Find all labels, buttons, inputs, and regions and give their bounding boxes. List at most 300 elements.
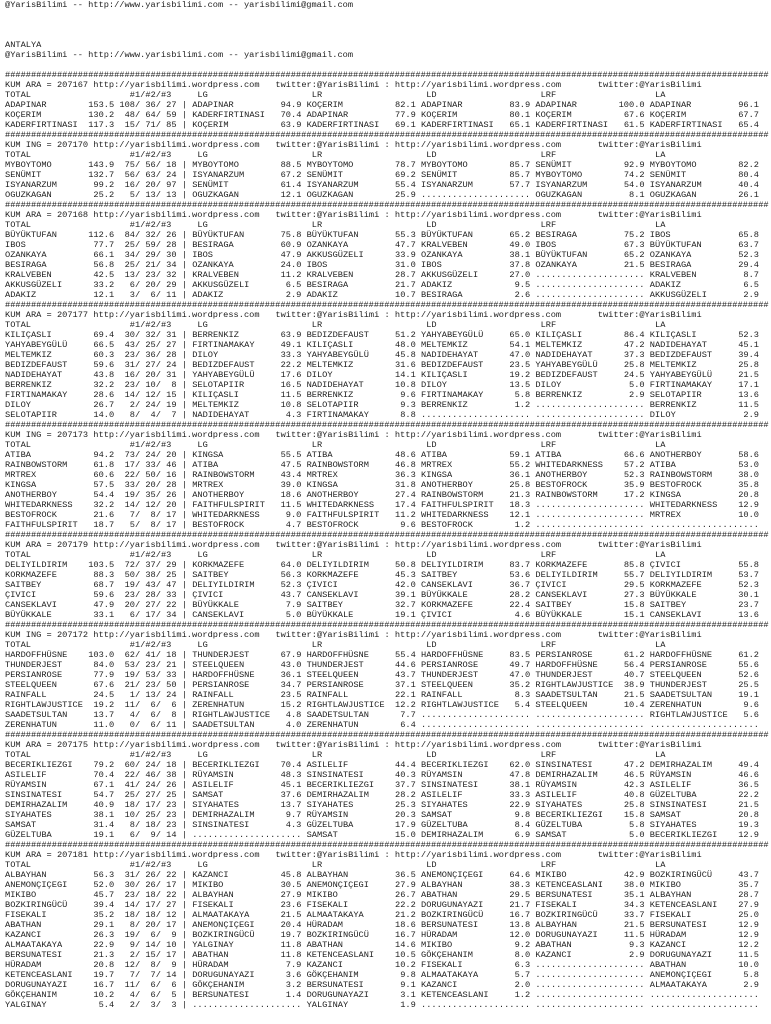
place-counts: 2/ 3/ 3 [119, 1000, 177, 1010]
la-name: OGUZKAGAN [649, 190, 697, 200]
ld-name: ISYANARZUM [421, 180, 473, 190]
la-empty: ..................... [649, 720, 759, 730]
ld-value: 8.4 [514, 820, 531, 830]
ld-name: BERRENKIZ [421, 400, 468, 410]
lr-name: KILIÇASLI [306, 340, 354, 350]
lr-value: 78.7 [395, 160, 416, 170]
la-value: 61.2 [738, 650, 759, 660]
lrf-value: 2.9 [629, 390, 645, 400]
horse-name: ANEMONÇIÇEGI [5, 880, 68, 890]
ld-value: 83.7 [509, 560, 531, 570]
la-name: ALMAATAKAYA [649, 980, 707, 990]
lrf-name: BERRENKIZ [535, 390, 583, 400]
divider: | [181, 830, 187, 840]
la-name: BEDIZDEFAUST [649, 350, 713, 360]
lrf-name: BECERIKLIEZGI [535, 810, 603, 820]
separator-line [5, 530, 769, 540]
col-lrf: LRF [540, 860, 557, 870]
lg-value: 49.1 [280, 340, 302, 350]
lg-value: 7.9 [285, 960, 302, 970]
ld-value: 18.3 [509, 500, 531, 510]
horse-row [5, 600, 765, 610]
la-name: ISYANARZUM [649, 180, 702, 190]
ld-name: OZANKAYA [421, 250, 463, 260]
ld-name: ADAKIZ [421, 280, 453, 290]
column-header-row [5, 440, 765, 450]
place-counts: 11/ 6/ 6 [119, 700, 177, 710]
ld-value: 27.0 [509, 270, 531, 280]
col-total: TOTAL [5, 150, 31, 160]
lrf-value: 46.5 [623, 770, 645, 780]
lr-name: CANSEKLAVI [306, 590, 359, 600]
horse-row [5, 390, 765, 400]
lr-name: ZERENHATUN [306, 720, 359, 730]
horse-name: ALBAYHAN [5, 870, 47, 880]
lrf-value: 85.8 [623, 560, 645, 570]
lrf-name: IBOS [535, 240, 557, 250]
lr-name: GÜZELTUBA [306, 820, 354, 830]
horse-row [5, 470, 765, 480]
lrf-value: 38.9 [623, 680, 645, 690]
lg-value: 43.4 [280, 470, 302, 480]
ld-value: 13.5 [509, 380, 531, 390]
horse-row [5, 960, 765, 970]
lg-name: HARDOFFHÜSNE [192, 670, 255, 680]
divider: | [181, 230, 187, 240]
col-lrf: LRF [540, 150, 557, 160]
race-header-line [5, 310, 765, 320]
la-name: STEELQUEEN [649, 670, 702, 680]
lrf-value: 61.2 [623, 650, 645, 660]
lg-name: SENÜMIT [192, 180, 229, 190]
col-lrf: LRF [540, 90, 557, 100]
place-counts: 10/ 25/ 23 [119, 810, 177, 820]
col-places: #1/#2/#3 [129, 440, 172, 450]
horse-row [5, 900, 765, 910]
lg-name: BECERIKLIEZGI [192, 760, 260, 770]
ld-name: IBOS [421, 260, 442, 270]
ld-value: 1.2 [514, 990, 531, 1000]
lg-value: 43.7 [280, 590, 302, 600]
horse-row [5, 800, 765, 810]
total-score: 143.9 [88, 160, 115, 170]
lrf-name: ISYANARZUM [535, 180, 588, 190]
la-name: ASILELIF [649, 780, 692, 790]
la-name: KORKMAZEFE [649, 580, 702, 590]
horse-name: MYBOYTOMO [5, 160, 52, 170]
horse-row [5, 100, 765, 110]
race-id: KUM ING = 207172 http://yarisbilimi.wordpress.com [5, 630, 260, 640]
horse-row [5, 870, 765, 880]
lg-value: 47.9 [280, 250, 302, 260]
total-score: 32.2 [93, 380, 115, 390]
lr-value: 17.9 [395, 820, 416, 830]
horse-row [5, 260, 765, 270]
horse-row [5, 790, 765, 800]
race-id: KUM ARA = 207179 http://yarisbilimi.wordpress.com [5, 540, 260, 550]
col-lrf: LRF [540, 440, 557, 450]
lr-value: 19.1 [395, 610, 416, 620]
ld-name: DORUGUNAYAZI [421, 900, 484, 910]
lr-name: BERSUNATESI [306, 980, 364, 990]
lg-name: BOZKIRINGÜCÜ [192, 930, 255, 940]
divider: | [181, 370, 187, 380]
lrf-name: RÜYAMSIN [535, 780, 577, 790]
horse-name: ISYANARZUM [5, 180, 57, 190]
place-counts: 9/ 14/ 10 [119, 940, 177, 950]
total-score: 26.3 [93, 930, 115, 940]
lr-name: MYBOYTOMO [306, 160, 354, 170]
race-header-line [5, 630, 765, 640]
horse-name: ÇIVICI [5, 590, 37, 600]
lrf-value: 21.5 [623, 920, 645, 930]
place-counts: 21/ 23/ 50 [119, 680, 177, 690]
divider: | [181, 280, 187, 290]
divider: | [181, 510, 187, 520]
la-value: 20.8 [738, 810, 759, 820]
divider: | [181, 380, 187, 390]
lr-name: YAHYABEYGÜLÜ [306, 350, 369, 360]
lrf-name: MYBOYTOMO [535, 170, 583, 180]
lg-value: 45.1 [280, 780, 302, 790]
lg-name: YALGINAY [192, 940, 234, 950]
lr-name: KAZANCI [306, 960, 343, 970]
place-counts: 1/ 13/ 24 [119, 690, 177, 700]
col-places: #1/#2/#3 [129, 150, 172, 160]
total-score: 59.6 [93, 360, 115, 370]
race-header-line [5, 210, 765, 220]
la-name: DELIYILDIRIM [649, 570, 713, 580]
col-lg: LG [197, 320, 208, 330]
banner-twitter: twitter:@YarisBilimi [597, 630, 702, 640]
lr-value: 42.0 [395, 580, 416, 590]
horse-name: RIGHTLAWJUSTICE [5, 700, 83, 710]
place-counts: 31/ 26/ 22 [119, 870, 177, 880]
horse-name: BESIRAGA [5, 260, 47, 270]
la-value: 55.6 [738, 660, 759, 670]
banner-mid: twitter:@YarisBilimi : http://yarisbilimi.wordpress.com [275, 210, 562, 220]
lg-name: ÇIVICI [192, 590, 224, 600]
lr-name: ALBAYHAN [306, 870, 349, 880]
lrf-name: STEELQUEEN [535, 700, 588, 710]
lrf-value: 27.3 [623, 590, 645, 600]
lg-value: 75.8 [280, 230, 302, 240]
lg-value: 33.3 [280, 350, 302, 360]
ld-value: 9.5 [514, 280, 531, 290]
horse-name: MRTREX [5, 470, 37, 480]
lg-value: 22.2 [280, 360, 302, 370]
horse-row [5, 120, 765, 130]
divider: | [181, 330, 187, 340]
lrf-empty: ..................... [535, 960, 645, 970]
lr-value: 31.6 [395, 360, 416, 370]
la-value: 53.0 [738, 460, 759, 470]
divider: | [181, 810, 187, 820]
lrf-name: BOZKIRINGÜCÜ [535, 910, 598, 920]
divider: | [181, 800, 187, 810]
horse-row [5, 340, 765, 350]
la-value: 12.2 [738, 940, 759, 950]
lg-empty: ..................... [192, 1000, 302, 1010]
lrf-value: 15.8 [623, 600, 645, 610]
ld-value: 57.7 [509, 180, 531, 190]
ld-value: 59.1 [509, 450, 531, 460]
horse-name: AKKUSGÜZELI [5, 280, 63, 290]
lrf-value: 25.8 [623, 800, 645, 810]
lrf-empty: ..................... [535, 280, 645, 290]
contact-line-2: @YarisBilimi -- http://www.yarisbilimi.com -- yarisbilimi@gmail.com [5, 50, 354, 60]
horse-name: KADERFIRTINASI [5, 120, 78, 130]
lrf-value: 9.3 [629, 940, 645, 950]
horse-row [5, 460, 765, 470]
lg-name: FAITHFULSPIRIT [192, 500, 265, 510]
place-counts: 14/ 12/ 20 [119, 500, 177, 510]
horse-name: MIKIBO [5, 890, 37, 900]
place-counts: 6/ 17/ 34 [119, 610, 177, 620]
total-score: 54.7 [93, 790, 115, 800]
lr-value: 69.2 [395, 170, 416, 180]
la-value: 12.9 [738, 920, 759, 930]
col-lg: LG [197, 860, 208, 870]
horse-name: ADAPINAR [5, 100, 47, 110]
divider: | [181, 670, 187, 680]
race-id: KUM ARA = 207181 http://yarisbilimi.wordpress.com [5, 850, 260, 860]
lr-value: 27.4 [395, 490, 416, 500]
lrf-empty: ..................... [535, 970, 645, 980]
lrf-value: 24.5 [623, 370, 645, 380]
horse-name: KILIÇASLI [5, 330, 52, 340]
place-counts: 48/ 64/ 59 [119, 110, 177, 120]
la-name: ANOTHERBOY [649, 450, 702, 460]
col-places: #1/#2/#3 [129, 750, 172, 760]
lrf-name: WHITEDARKNESS [535, 460, 603, 470]
lr-value: 27.9 [395, 880, 416, 890]
total-score: 35.2 [93, 910, 115, 920]
place-counts: 6/ 9/ 14 [119, 830, 177, 840]
lr-name: OZANKAYA [306, 240, 349, 250]
lr-value: 48.6 [395, 450, 416, 460]
total-score: 38.1 [93, 810, 115, 820]
ld-value: 55.2 [509, 460, 531, 470]
lrf-value: 5.8 [629, 820, 645, 830]
separator-line [5, 420, 769, 430]
lg-name: BERSUNATESI [192, 990, 250, 1000]
lg-name: RAINBOWSTORM [192, 470, 255, 480]
col-places: #1/#2/#3 [129, 320, 172, 330]
lg-name: SINSINATESI [192, 820, 250, 830]
lr-value: 36.5 [395, 870, 416, 880]
ld-value: 36.1 [509, 470, 531, 480]
lr-name: DORUGUNAYAZI [306, 990, 369, 1000]
ld-value: 2.6 [514, 290, 531, 300]
total-score: 60.6 [93, 470, 115, 480]
ld-value: 37.8 [509, 260, 531, 270]
horse-name: OZANKAYA [5, 250, 47, 260]
lg-name: WHITEDARKNESS [192, 510, 260, 520]
lg-name: SAMSAT [192, 790, 224, 800]
lg-value: 27.9 [280, 890, 302, 900]
la-name: HARDOFFHÜSNE [649, 650, 713, 660]
lg-value: 67.2 [280, 170, 302, 180]
la-name: KADERFIRTINASI [649, 120, 723, 130]
ld-value: 53.6 [509, 570, 531, 580]
lr-name: WHITEDARKNESS [306, 500, 375, 510]
horse-row [5, 680, 765, 690]
ld-value: 12.0 [509, 930, 531, 940]
horse-name: KAZANCI [5, 930, 42, 940]
la-value: 52.3 [738, 580, 759, 590]
lr-name: KRALVEBEN [306, 270, 354, 280]
lr-value: 55.4 [395, 650, 416, 660]
la-name: RÜYAMSIN [649, 770, 692, 780]
la-name: OZANKAYA [649, 250, 692, 260]
lg-value: 12.1 [280, 190, 302, 200]
horse-row [5, 570, 765, 580]
lr-value: 44.6 [395, 660, 416, 670]
col-total: TOTAL [5, 550, 31, 560]
lg-name: YAHYABEYGÜLÜ [192, 370, 255, 380]
col-total: TOTAL [5, 640, 31, 650]
lrf-name: MELTEMKIZ [535, 340, 583, 350]
lg-value: 11.8 [280, 950, 302, 960]
ld-value: 5.4 [514, 700, 531, 710]
horse-row [5, 450, 765, 460]
divider: | [181, 500, 187, 510]
hash-separator: ################################################################################################################################################### [5, 70, 769, 80]
ld-name: KINGSA [421, 470, 453, 480]
lrf-empty: ..................... [535, 410, 645, 420]
separator-line [5, 620, 769, 630]
lg-value: 3.6 [285, 970, 302, 980]
divider: | [181, 470, 187, 480]
place-counts: 19/ 6/ 9 [119, 930, 177, 940]
separator-line [5, 130, 769, 140]
total-score: 61.8 [93, 460, 115, 470]
place-counts: 53/ 23/ 21 [119, 660, 177, 670]
ld-value: 22.4 [509, 600, 531, 610]
place-counts: 16/ 20/ 97 [119, 180, 177, 190]
la-value: 52.6 [738, 670, 759, 680]
lrf-value: 61.5 [623, 120, 645, 130]
la-value: 65.4 [738, 120, 759, 130]
lg-name: ADAPINAR [192, 100, 234, 110]
column-header-row [5, 220, 765, 230]
lr-name: GÖKÇEHANIM [306, 970, 359, 980]
lr-value: 14.6 [395, 940, 416, 950]
horse-name: ABATHAN [5, 920, 42, 930]
lg-name: THUNDERJEST [192, 650, 250, 660]
banner-mid: twitter:@YarisBilimi : http://yarisbilimi.wordpress.com [275, 630, 562, 640]
lg-value: 63.9 [280, 330, 302, 340]
lg-value: 9.0 [285, 510, 302, 520]
total-score: 20.8 [93, 960, 115, 970]
horse-row [5, 410, 765, 420]
place-counts: 23/ 36/ 28 [119, 350, 177, 360]
lg-value: 52.3 [280, 580, 302, 590]
col-lr: LR [311, 750, 323, 760]
horse-name: STEELQUEEN [5, 680, 57, 690]
place-counts: 11/ 6/ 6 [119, 980, 177, 990]
horse-name: SELOTAPIIR [5, 410, 57, 420]
column-header-row [5, 90, 765, 100]
la-name: YAHYABEYGÜLÜ [649, 370, 713, 380]
col-lr: LR [311, 150, 323, 160]
ld-value: 35.2 [509, 680, 531, 690]
la-name: KILIÇASLI [649, 330, 697, 340]
horse-row [5, 380, 765, 390]
divider: | [181, 920, 187, 930]
la-value: 52.3 [738, 330, 759, 340]
lr-value: 18.6 [395, 920, 416, 930]
lrf-value: 65.2 [623, 250, 645, 260]
la-value: 21.5 [738, 370, 759, 380]
col-lr: LR [311, 320, 323, 330]
la-empty: ..................... [649, 990, 759, 1000]
ld-name: GÜZELTUBA [421, 820, 468, 830]
lrf-value: 56.4 [623, 660, 645, 670]
separator-line [5, 300, 769, 310]
la-name: AKKUSGÜZELI [649, 290, 707, 300]
ld-value: 2.0 [514, 980, 531, 990]
ld-name: BÜYÜKTUFAN [421, 230, 473, 240]
lg-name: RIGHTLAWJUSTICE [192, 710, 271, 720]
divider: | [181, 910, 187, 920]
total-score: 39.4 [93, 900, 115, 910]
place-counts: 4/ 6/ 5 [119, 990, 177, 1000]
ld-value: 85.7 [509, 170, 531, 180]
lg-name: KORKMAZEFE [192, 560, 245, 570]
place-counts: 18/ 18/ 12 [119, 910, 177, 920]
la-name: ANEMONÇIÇEGI [649, 970, 713, 980]
total-score: 99.2 [93, 180, 115, 190]
divider: | [181, 120, 187, 130]
total-score: 132.7 [88, 170, 115, 180]
ld-name: BECERIKLIEZGI [421, 760, 489, 770]
horse-name: FAITHFULSPIRIT [5, 520, 78, 530]
la-name: ATIBA [649, 460, 676, 470]
la-value: 21.5 [738, 800, 759, 810]
col-lg: LG [197, 750, 208, 760]
ld-value: 49.7 [509, 660, 531, 670]
total-score: 10.2 [93, 990, 115, 1000]
col-total: TOTAL [5, 440, 31, 450]
la-value: 55.8 [738, 560, 759, 570]
la-name: BERRENKIZ [649, 400, 697, 410]
lr-value: 10.5 [395, 950, 416, 960]
lg-value: 56.3 [280, 570, 302, 580]
la-name: GÜZELTUBA [649, 790, 697, 800]
ld-empty: ..................... [421, 710, 531, 720]
lg-value: 11.2 [280, 270, 302, 280]
la-name: KETENCEASLANI [649, 900, 718, 910]
lr-name: SAADETSULTAN [306, 710, 369, 720]
lg-name: BESIRAGA [192, 240, 234, 250]
lg-name: ADAKIZ [192, 290, 224, 300]
ld-name: SENÜMIT [421, 170, 458, 180]
la-empty: ..................... [649, 1000, 759, 1010]
place-counts: 7/ 8/ 17 [119, 510, 177, 520]
ld-name: DELIYILDIRIM [421, 560, 484, 570]
horse-name: BOZKIRINGÜCÜ [5, 900, 68, 910]
lr-value: 32.7 [395, 600, 416, 610]
horse-row [5, 110, 765, 120]
lg-value: 30.5 [280, 880, 302, 890]
lg-empty: ..................... [192, 830, 302, 840]
horse-name: GÜZELTUBA [5, 830, 52, 840]
lrf-value: 66.6 [623, 450, 645, 460]
hash-separator: ################################################################################################################################################### [5, 840, 769, 850]
ld-name: CANSEKLAVI [421, 580, 473, 590]
